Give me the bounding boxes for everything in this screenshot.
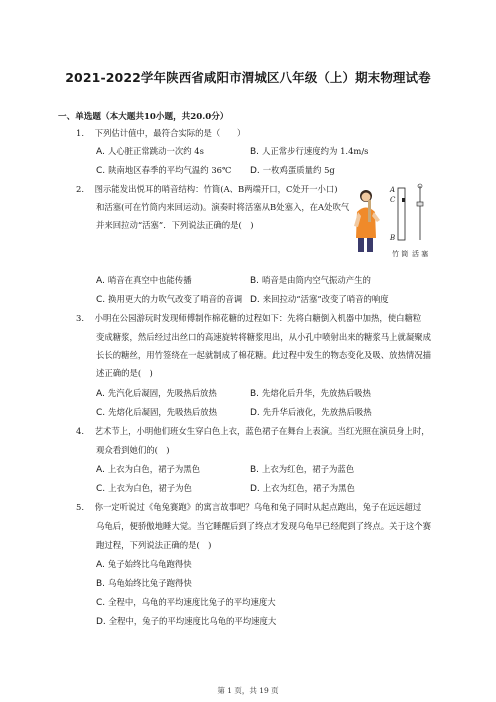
option-1a: A. 人心脏正常跳动一次约 4s <box>96 146 204 157</box>
question-number: 3. <box>76 313 84 323</box>
question-text: 乌龟后，便骄傲地睡大觉。当它睡醒后到了终点才发现乌龟早已经爬到了终点。关于这个赛 <box>96 521 431 531</box>
question-text: 你一定听说过《龟兔赛跑》的寓言故事吧？乌龟和兔子同时从起点跑出，兔子在远远超过 <box>94 502 422 512</box>
question-number: 1. <box>76 128 84 138</box>
caption-piston: 活 塞 <box>412 250 429 258</box>
option-5a: A. 兔子始终比乌龟跑得快 <box>96 559 192 570</box>
option-4d: D. 上衣为红色，裙子为黑色 <box>250 483 355 494</box>
question-text: 艺术节上，小明他们班女生穿白色上衣，蓝色裙子在舞台上表演。当红光照在演员身上时， <box>94 426 430 436</box>
option-2c: C. 换用更大的力吹气改变了哨音的音调 <box>96 294 243 305</box>
option-3b: B. 先熔化后升华，先放热后吸热 <box>250 388 371 399</box>
option-5d: D. 全程中，兔子的平均速度比乌龟的平均速度大 <box>96 616 277 627</box>
option-2d: D. 来回拉动“活塞”改变了哨音的响度 <box>250 294 389 305</box>
option-4c: C. 上衣为白色，裙子为色 <box>96 483 192 494</box>
option-5c: C. 全程中，乌龟的平均速度比兔子的平均速度大 <box>96 597 276 608</box>
question-text: 跑过程，下列说法正确的是( ) <box>96 540 212 550</box>
question-4 <box>76 426 430 437</box>
option-4a: A. 上衣为白色，裙子为黑色 <box>96 464 200 475</box>
question-number: 4. <box>76 426 84 436</box>
label-b: B <box>390 234 396 242</box>
option-2b: B. 哨音是由筒内空气振动产生的 <box>250 275 371 286</box>
page-footer: 第 1 页，共 19 页 <box>217 686 279 695</box>
option-1b: B. 人正常步行速度约为 1.4m/s <box>250 146 369 157</box>
question-text: 观众看到她们的( ) <box>96 445 170 455</box>
tube-diagram <box>389 184 423 242</box>
option-2a: A. 哨音在真空中也能传播 <box>96 275 192 286</box>
question-text: 并来回拉动“活塞”．下列说法正确的是( ) <box>96 220 254 230</box>
label-a: A <box>390 186 396 194</box>
question-3 <box>76 313 421 324</box>
label-c: C <box>390 196 396 204</box>
option-3a: A. 先汽化后凝固，先吸热后放热 <box>96 388 217 399</box>
question-text: 和活塞(可在竹筒内来回运动)。演奏时将活塞从B处塞入，在A处吹气 <box>96 202 350 212</box>
option-1d: D. 一枚鸡蛋质量约 5g <box>250 165 335 176</box>
person-illustration <box>354 190 380 252</box>
question-text: 变成糖浆，然后经过出丝口的高速旋转将糖浆甩出，从小孔中喷射出来的糖浆马上就凝聚成 <box>96 332 431 342</box>
page-title: 2021-2022学年陕西省咸阳市渭城区八年级（上）期末物理试卷 <box>65 70 431 85</box>
option-5b: B. 乌龟始终比兔子跑得快 <box>96 578 192 589</box>
question-text: 图示能发出悦耳的哨音结构：竹筒(A、B两端开口，C处开一小口) <box>94 184 338 194</box>
option-3d: D. 先升华后液化，先放热后吸热 <box>250 407 372 418</box>
option-4b: B. 上衣为红色，裙子为蓝色 <box>250 464 355 475</box>
question-text: 长长的糖丝，用竹签绕在一起就制成了棉花糖。此过程中发生的物态变化及吸、放热情况描 <box>96 350 431 360</box>
question-2 <box>76 184 338 195</box>
question-text: 下列估计值中，最符合实际的是（ ） <box>94 128 246 138</box>
question-text: 小明在公园游玩时发现师傅制作棉花糖的过程如下：先将白糖倒入机器中加热，使白糖粒 <box>94 313 422 323</box>
question-text: 述正确的是( ) <box>96 368 153 378</box>
question-number: 5. <box>76 502 84 512</box>
option-3c: C. 先熔化后凝固，先吸热后放热 <box>96 407 218 418</box>
section-heading: 一、单选题（本大题共10小题，共20.0分） <box>58 112 229 122</box>
caption-tube: 竹 筒 <box>392 250 409 258</box>
option-1c: C. 陕南地区春季的平均气温约 36℃ <box>96 165 232 176</box>
question-1 <box>76 128 245 139</box>
whistle-figure <box>352 182 436 262</box>
question-5 <box>76 502 421 513</box>
question-number: 2. <box>76 184 84 194</box>
